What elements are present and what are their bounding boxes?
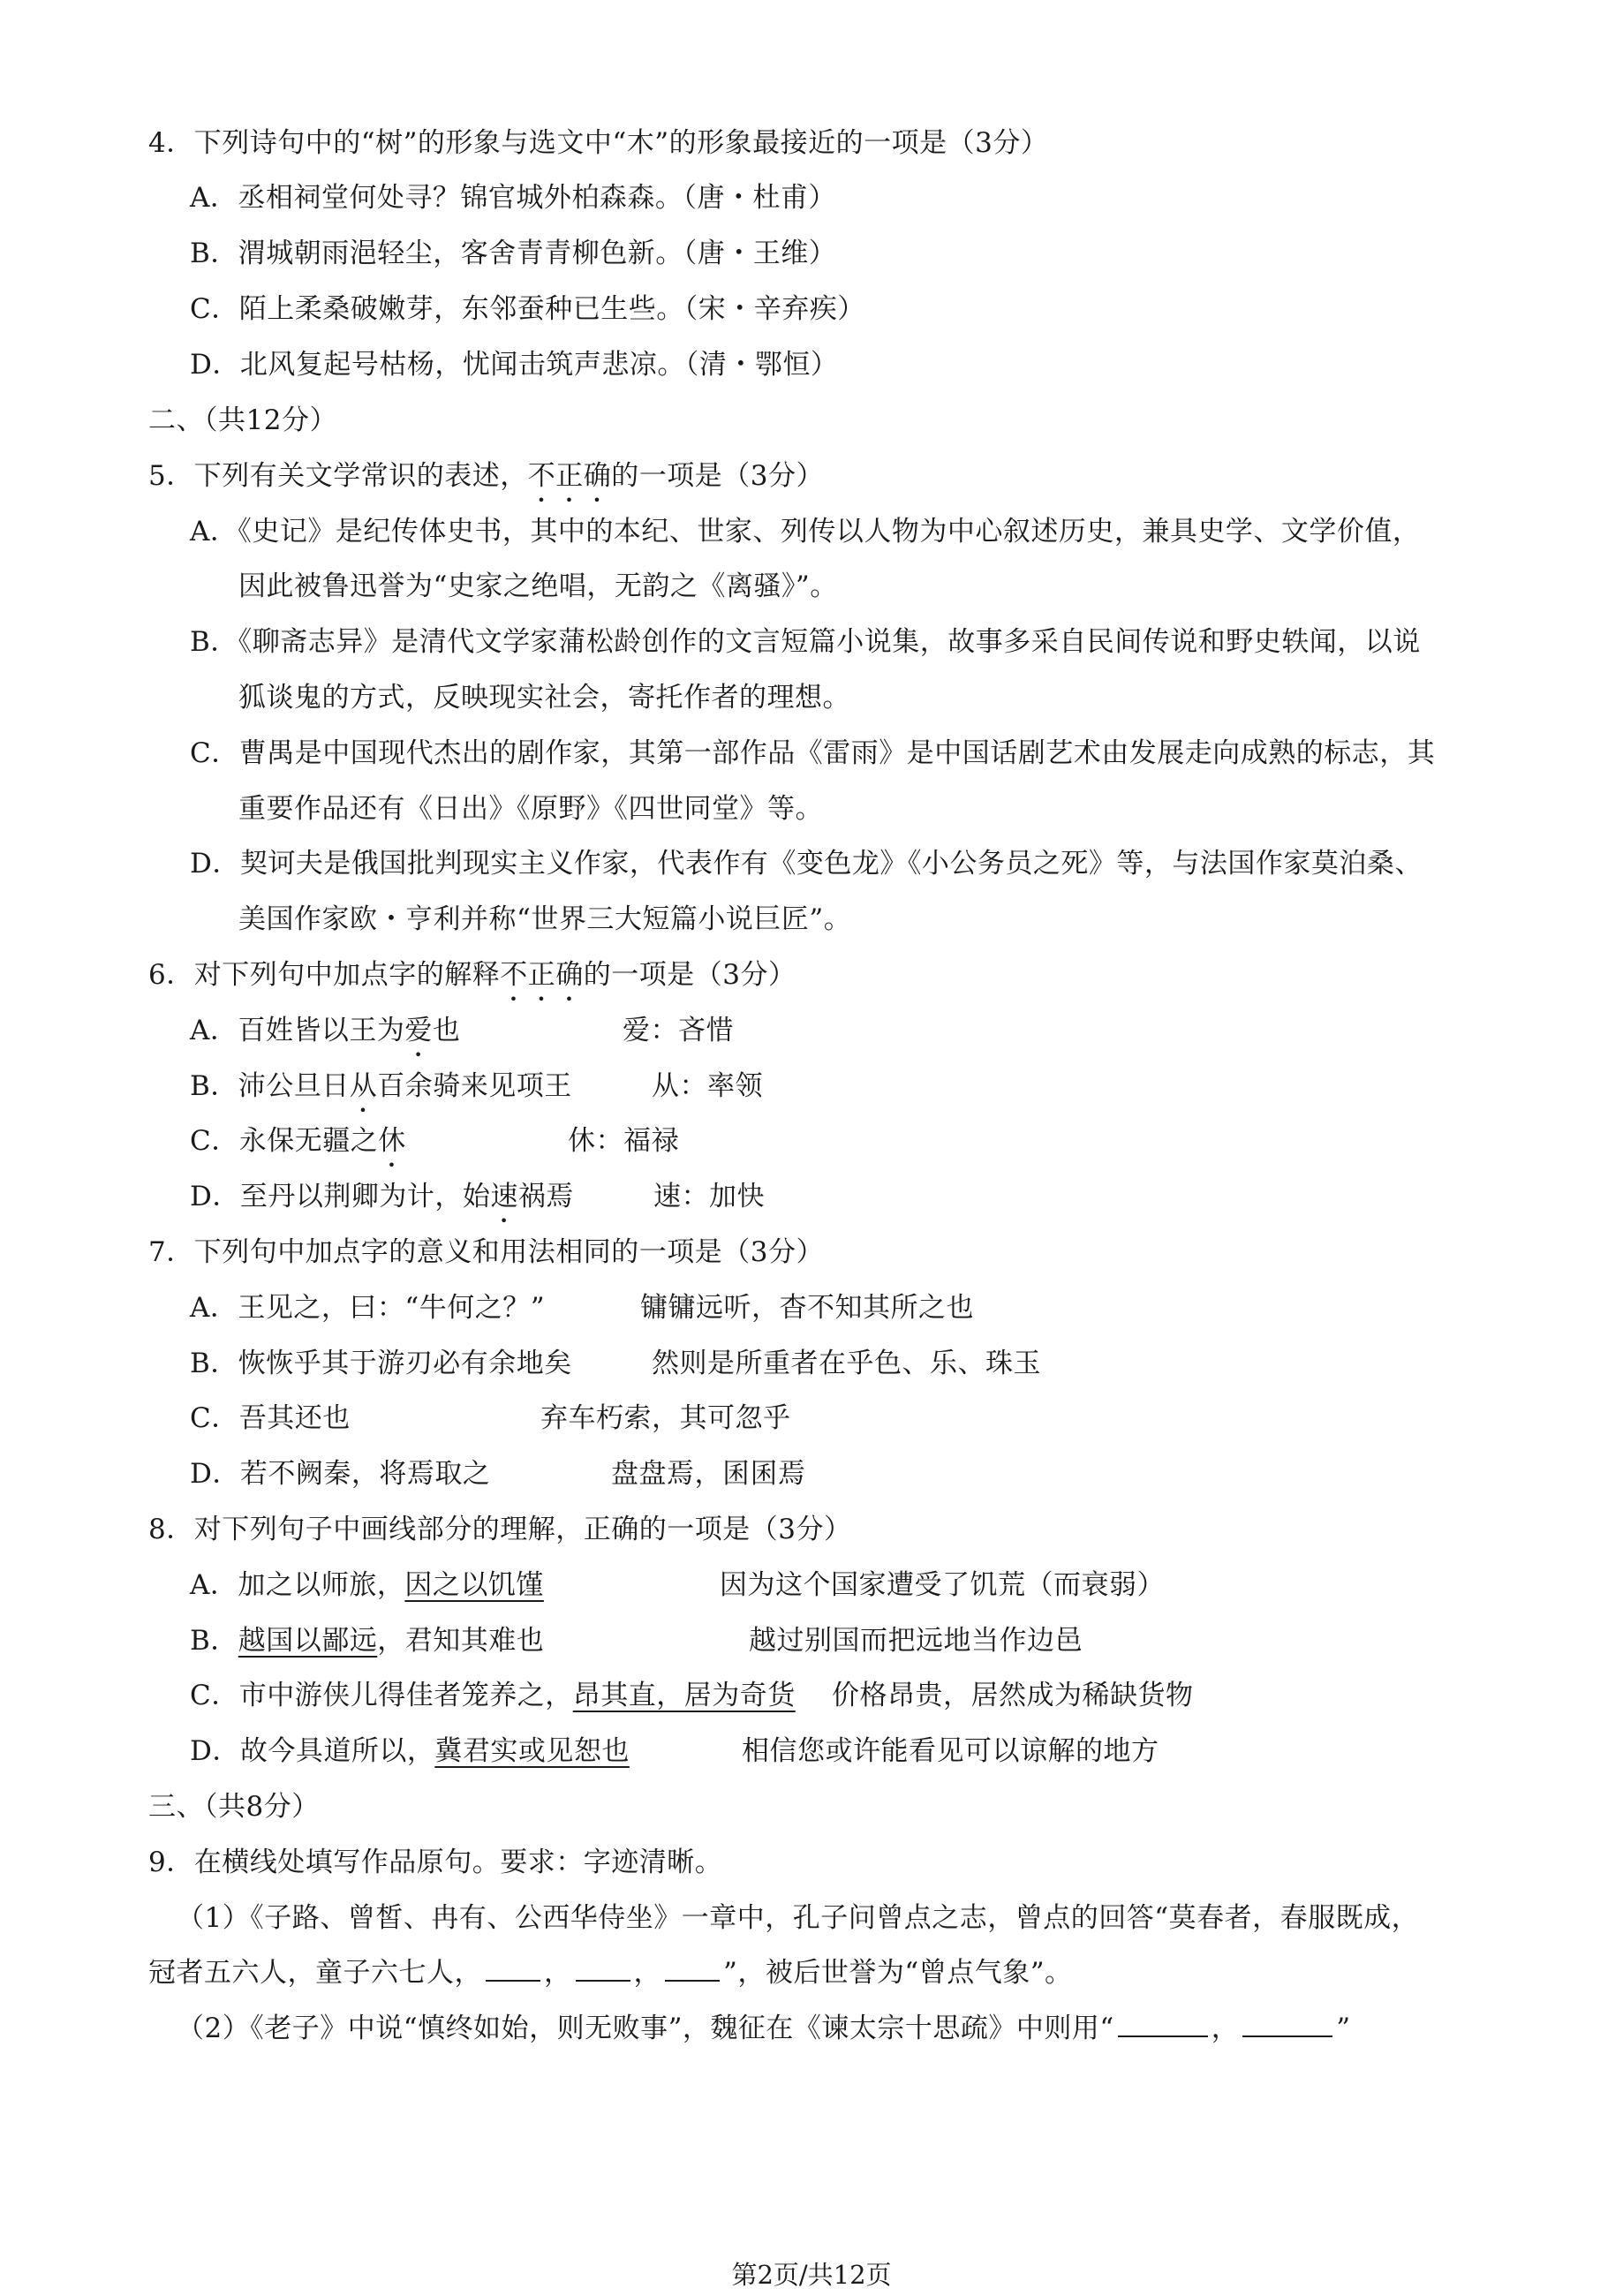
option-text: 至丹以荆卿为计，始 bbox=[239, 1181, 491, 1212]
underlined-phrase: 昂其直，居为奇货 bbox=[572, 1680, 796, 1711]
comma: ， bbox=[1211, 2013, 1240, 2044]
q5-option-b-line1: B．《聊斋志异》是清代文学家蒲松龄创作的文言短篇小说集，故事多采自民间传说和野史轶闻，以说 bbox=[190, 626, 1421, 658]
q7-option-c bbox=[190, 1399, 351, 1438]
q6-stem-text: 6．对下列句中加点字的解释 bbox=[148, 959, 501, 991]
q5-stem bbox=[148, 457, 824, 509]
option-letter: B． bbox=[190, 1070, 238, 1102]
q8-option-a bbox=[190, 1566, 544, 1605]
q9-part1-line2 bbox=[148, 1953, 1073, 1992]
q4-option-b: B．渭城朝雨浥轻尘，客舍青青柳色新。（唐・王维） bbox=[190, 238, 837, 269]
q6-option-d-explanation: 速：加快 bbox=[653, 1181, 765, 1212]
q5-option-a-line1: A．《史记》是纪传体史书，其中的本纪、世家、列传以人物为中心叙述历史，兼具史学、文学价值， bbox=[190, 516, 1421, 548]
q7-stem: 7．下列句中加点字的意义和用法相同的一项是（3分） bbox=[148, 1236, 824, 1268]
option-letter: A． bbox=[190, 1015, 238, 1046]
option-letter: D． bbox=[190, 1735, 240, 1767]
q4-option-a: A．丞相祠堂何处寻？锦官城外柏森森。（唐・杜甫） bbox=[190, 182, 836, 214]
option-text: 故今具道所以， bbox=[239, 1735, 435, 1767]
q8-option-c bbox=[190, 1676, 796, 1715]
option-text: 沛公旦日 bbox=[238, 1070, 350, 1102]
q9-part1-tail: ”，被后世誉为“曾点气象”。 bbox=[723, 1957, 1073, 1989]
comma: ， bbox=[633, 1957, 661, 1989]
answer-blank[interactable] bbox=[1118, 2009, 1208, 2037]
q8-option-d bbox=[190, 1732, 630, 1771]
q5-stem-tail: 的一项是（3分） bbox=[611, 460, 824, 492]
option-text: 市中游侠儿得佳者笼养之， bbox=[238, 1680, 573, 1711]
underlined-phrase: 越国以鄙远 bbox=[238, 1625, 378, 1657]
q5-option-d-line2: 美国作家欧・亨利并称“世界三大短篇小说巨匠”。 bbox=[238, 903, 852, 935]
q8-stem: 8．对下列句子中画线部分的理解，正确的一项是（3分） bbox=[148, 1514, 852, 1545]
q9-part2-tail: ” bbox=[1336, 2013, 1351, 2044]
page-number: 第2页/共12页 bbox=[731, 2260, 892, 2290]
option-text-tail: ，君知其难也 bbox=[377, 1625, 545, 1657]
section-2-title: 二、（共12分） bbox=[148, 404, 337, 436]
option-left-text: 若不阙秦，将焉取之 bbox=[239, 1458, 491, 1490]
option-letter: A． bbox=[190, 1292, 238, 1324]
q7-option-a-right: 镛镛远听，杳不知其所之也 bbox=[640, 1292, 974, 1324]
option-letter: C． bbox=[190, 1680, 239, 1711]
option-text-tail: 也 bbox=[432, 1015, 461, 1046]
option-text: 永保无疆之 bbox=[238, 1125, 379, 1157]
q9-part2 bbox=[177, 2009, 1351, 2048]
answer-blank[interactable] bbox=[486, 1953, 540, 1982]
q6-option-a bbox=[190, 1011, 460, 1063]
answer-blank[interactable] bbox=[1242, 2009, 1332, 2037]
q9-part1-line1: （1）《子路、曾皙、冉有、公西华侍坐》一章中，孔子问曾点之志，曾点的回答“莫春者，春服既成， bbox=[177, 1902, 1420, 1934]
q6-option-a-explanation: 爱：吝惜 bbox=[623, 1015, 734, 1046]
q5-option-c-line1: C．曹禺是中国现代杰出的剧作家，其第一部作品《雷雨》是中国话剧艺术由发展走向成熟的标志，其 bbox=[190, 737, 1436, 769]
q5-option-d-line1: D．契诃夫是俄国批判现实主义作家，代表作有《变色龙》《小公务员之死》等，与法国作家莫泊桑、 bbox=[190, 848, 1423, 880]
option-left-text: 王见之，曰：“牛何之？” bbox=[238, 1292, 546, 1324]
q9-part2-text: （2）《老子》中说“慎终如始，则无败事”，魏征在《谏太宗十思疏》中则用“ bbox=[177, 2013, 1114, 2044]
dotted-char: 爱 bbox=[404, 1015, 433, 1046]
answer-blank[interactable] bbox=[665, 1953, 720, 1982]
dotted-char: 休 bbox=[378, 1125, 406, 1157]
option-text-tail: 祸焉 bbox=[517, 1181, 574, 1212]
q7-option-a bbox=[190, 1288, 545, 1327]
q6-option-c bbox=[190, 1122, 406, 1174]
option-text-tail: 百余骑来见项王 bbox=[377, 1070, 572, 1102]
dotted-char: 速 bbox=[490, 1181, 518, 1212]
option-letter: C． bbox=[190, 1402, 239, 1434]
q9-part1-text: 冠者五六人，童子六七人， bbox=[148, 1957, 482, 1989]
option-letter: D． bbox=[190, 1181, 240, 1212]
comma: ， bbox=[544, 1957, 572, 1989]
q6-option-d bbox=[190, 1177, 574, 1229]
q7-option-b-right: 然则是所重者在乎色、乐、珠玉 bbox=[652, 1348, 1041, 1379]
option-letter: A． bbox=[190, 1569, 238, 1601]
q4-option-c: C．陌上柔桑破嫩芽，东邻蚕种已生些。（宋・辛弃疾） bbox=[190, 293, 865, 325]
q5-stem-text: 5．下列有关文学常识的表述， bbox=[148, 460, 528, 492]
q5-option-b-line2: 狐谈鬼的方式，反映现实社会，寄托作者的理想。 bbox=[238, 682, 850, 714]
option-letter: B． bbox=[190, 1348, 238, 1379]
q6-stem-tail: 的一项是（3分） bbox=[583, 959, 796, 991]
q8-option-b-meaning: 越过别国而把远地当作边邑 bbox=[749, 1625, 1083, 1657]
q7-option-d bbox=[190, 1454, 490, 1493]
q6-option-c-explanation: 休：福禄 bbox=[568, 1125, 679, 1157]
q8-option-c-meaning: 价格昂贵，居然成为稀缺货物 bbox=[832, 1680, 1194, 1711]
q8-option-d-meaning: 相信您或许能看见可以谅解的地方 bbox=[742, 1735, 1159, 1767]
underlined-phrase: 冀君实或见恕也 bbox=[434, 1735, 630, 1767]
q7-option-d-right: 盘盘焉，囷囷焉 bbox=[611, 1458, 806, 1490]
q4-option-d: D．北风复起号枯杨，忧闻击筑声悲凉。（清・鄂恒） bbox=[190, 349, 839, 381]
option-letter: C． bbox=[190, 1125, 239, 1157]
option-text: 百姓皆以王为 bbox=[238, 1015, 405, 1046]
underlined-phrase: 因之以饥馑 bbox=[404, 1569, 544, 1601]
option-letter: D． bbox=[190, 1458, 240, 1490]
dotted-char: 从 bbox=[349, 1070, 378, 1102]
option-text: 加之以师旅， bbox=[238, 1569, 405, 1601]
q8-option-a-meaning: 因为这个国家遭受了饥荒（而衰弱） bbox=[720, 1569, 1165, 1601]
option-left-text: 恢恢乎其于游刃必有余地矣 bbox=[238, 1348, 572, 1379]
q7-option-c-right: 弃车朽索，其可忽乎 bbox=[540, 1402, 791, 1434]
q5-option-a-line2: 因此被鲁迅誉为“史家之绝唱，无韵之《离骚》”。 bbox=[238, 570, 838, 602]
q6-option-b-explanation: 从：率领 bbox=[652, 1070, 763, 1102]
option-letter: B． bbox=[190, 1625, 238, 1657]
q7-option-b bbox=[190, 1344, 572, 1383]
q5-option-c-line2: 重要作品还有《日出》《原野》《四世同堂》等。 bbox=[238, 793, 823, 825]
q9-stem: 9．在横线处填写作品原句。要求：字迹清晰。 bbox=[148, 1847, 723, 1878]
q6-option-b bbox=[190, 1067, 572, 1119]
q6-stem bbox=[148, 955, 796, 1008]
q8-option-b bbox=[190, 1621, 544, 1660]
q5-stem-emphasis: 不正确 bbox=[527, 460, 612, 492]
q4-stem: 4．下列诗句中的“树”的形象与选文中“木”的形象最接近的一项是（3分） bbox=[148, 127, 1049, 159]
q6-stem-emphasis: 不正确 bbox=[500, 959, 584, 991]
section-3-title: 三、（共8分） bbox=[148, 1791, 320, 1823]
option-left-text: 吾其还也 bbox=[238, 1402, 351, 1434]
answer-blank[interactable] bbox=[576, 1953, 630, 1982]
